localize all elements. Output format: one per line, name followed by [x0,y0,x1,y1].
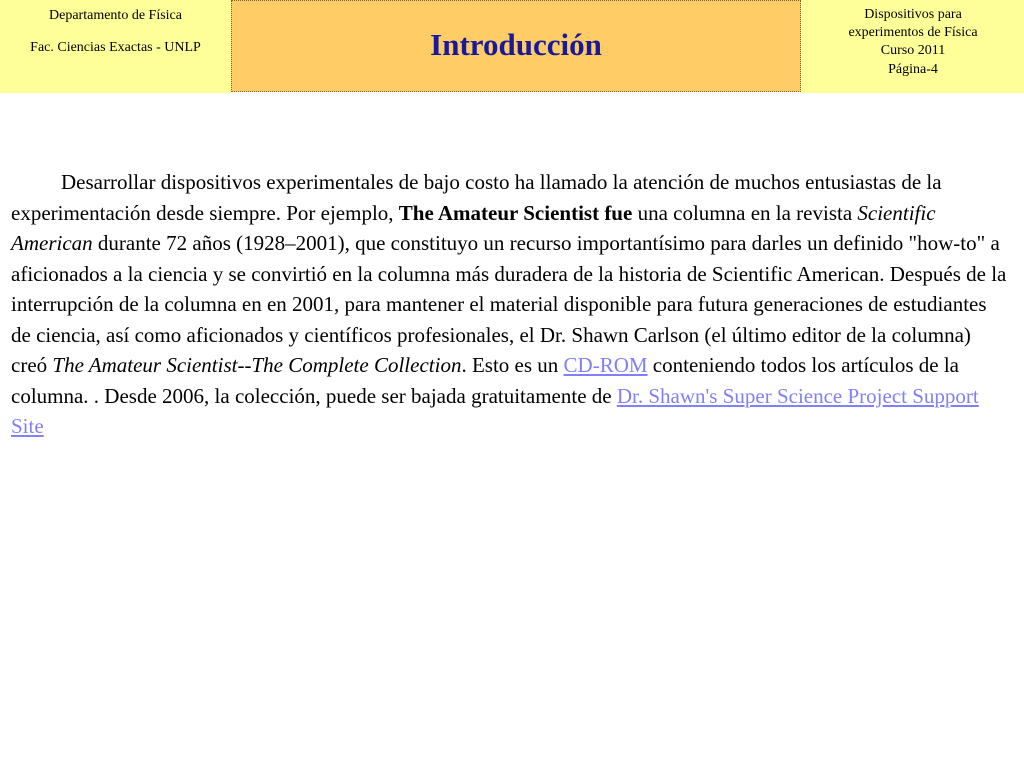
body-paragraph [11,167,1011,442]
department-label: Departamento de Física [49,8,182,23]
page-title: Introducción [430,27,602,62]
header-right-panel [802,0,1024,93]
faculty-label: Fac. Ciencias Exactas - UNLP [30,40,201,55]
body-text-segment: durante 72 años (1928–2001), que constituyo un recurso importantísimo para darles un definido "how-to" a aficionados a la ciencia y se convirtió en la columna más duradera de la historia de Scientific American. Después de la interrupción de la columna en en 2001, para mantener el material disponible para futura generaciones de estudiantes de ciencia, así como aficionados y científicos profesionales, el Dr. Shawn Carlson (el último editor de la columna) creó [11,231,1007,377]
header-title-panel [231,0,801,92]
amateur-scientist-bold: The Amateur Scientist fue [398,200,633,225]
course-name-line2: experimentos de Física [848,25,978,41]
super-science-site-link[interactable]: Dr. Shawn's Super Science Project Support Site [11,383,979,438]
cd-rom-link[interactable]: CD-ROM [563,353,648,377]
body-text-segment: conteniendo todos los artículos de la columna. . Desde 2006, la colección, puede ser bajada gratuitamente de [11,353,959,408]
course-year: Curso 2011 [880,43,946,59]
body-text-segment: una columna en la revista [632,200,858,225]
body-text-segment: . Esto es un [461,353,564,377]
page-number: Página-4 [888,61,938,77]
scientific-american-italic: Scientific American [11,200,936,255]
complete-collection-italic: The Amateur Scientist--The Complete Collection [52,353,462,377]
body-text-segment: Desarrollar dispositivos experimentales de bajo costo ha llamado la atención de muchos entusiastas de la experimentación desde siempre. Por ejemplo, [11,170,942,225]
course-name-line1: Dispositivos para [864,7,962,22]
header-left-panel [0,0,231,93]
